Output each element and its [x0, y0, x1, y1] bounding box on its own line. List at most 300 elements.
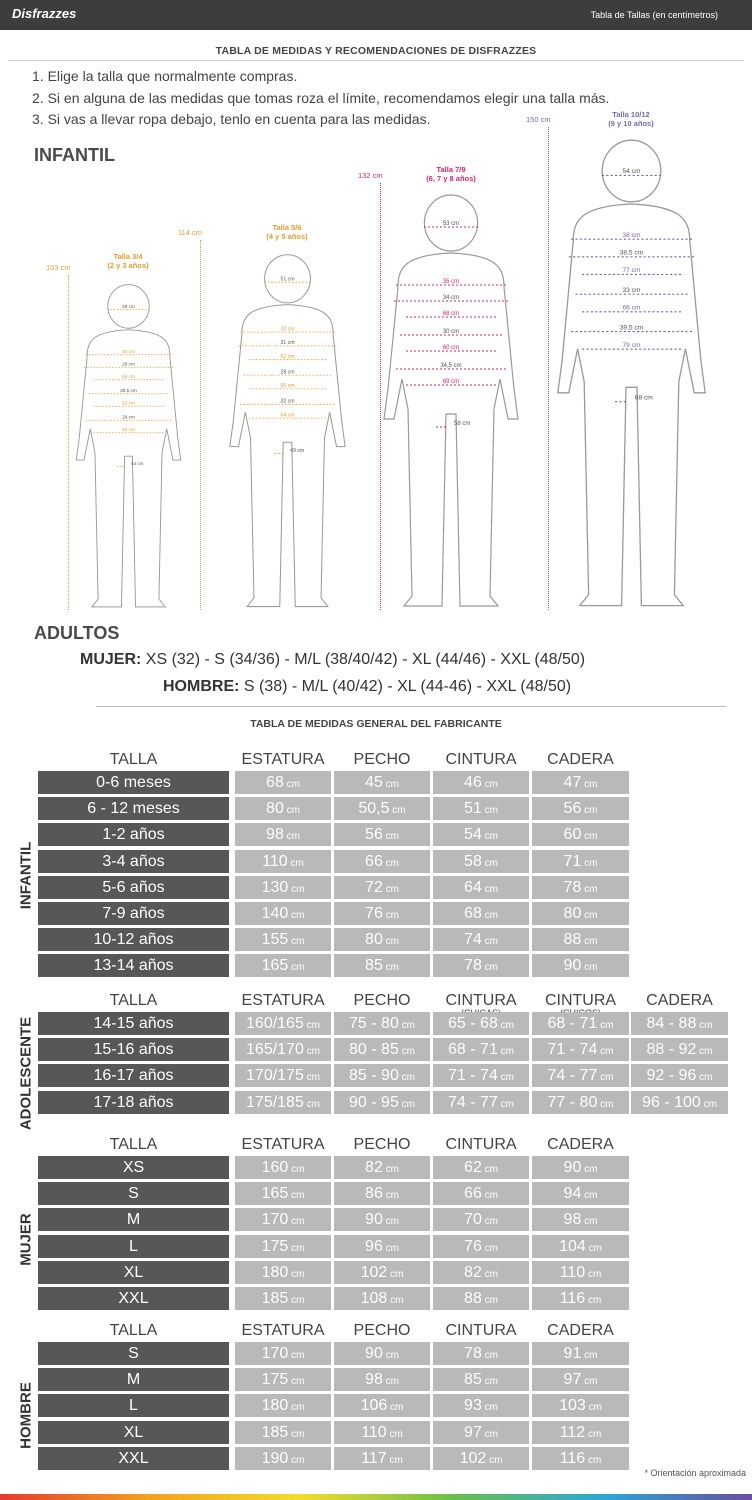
header-subtitle: Tabla de Tallas (en centímetros)	[590, 10, 718, 20]
cell-value: 74 - 77	[448, 1093, 498, 1111]
cell-unit: cm	[481, 857, 498, 869]
footnote: * Orientación aproximada	[644, 1468, 746, 1478]
cell-unit: cm	[585, 1295, 602, 1306]
child-figure-outline	[70, 283, 187, 610]
value-cell	[433, 1261, 529, 1284]
cell-value: 47	[563, 774, 582, 791]
cell-value: 84 - 88	[646, 1015, 697, 1032]
cell-value: XS	[122, 1159, 145, 1176]
value-cell	[433, 850, 529, 873]
value-cell	[334, 823, 430, 846]
cell-unit: cm	[288, 1190, 305, 1202]
header-label: ESTATURA	[241, 1322, 325, 1339]
measure-label: 56 cm	[121, 374, 135, 380]
cell-unit: cm	[581, 910, 598, 921]
hombre-sizes: S (38) - M/L (40/42) - XL (44-46) - XXL (48/50)	[243, 678, 572, 695]
cell-unit: cm	[581, 831, 598, 843]
cell-value: 85	[464, 1371, 482, 1389]
cell-value: 86	[365, 1185, 383, 1203]
cell-unit: cm	[382, 857, 399, 869]
value-cell	[334, 1261, 430, 1284]
value-cell	[532, 797, 629, 820]
child-figure-outline	[549, 138, 714, 610]
cell-value: 78	[464, 1345, 482, 1362]
cell-value: 72	[365, 878, 383, 896]
mujer-label: MUJER:	[80, 651, 142, 668]
cell-value: 54	[464, 826, 482, 844]
cell-unit: cm	[481, 883, 498, 895]
table-header	[433, 1322, 529, 1340]
cell-value: 91	[563, 1345, 582, 1362]
value-cell	[532, 954, 629, 977]
cell-value: 88	[464, 1290, 482, 1307]
cell-value: 13-14 años	[93, 957, 174, 975]
size-cell	[38, 1012, 229, 1035]
header-label: CADERA	[547, 1136, 614, 1153]
recommendation-item: 1. Elige la talla que normalmente compras.	[32, 68, 298, 84]
cell-unit: cm	[481, 1376, 498, 1388]
table-section-label: MUJER	[17, 1213, 35, 1266]
cell-unit: cm	[597, 1020, 614, 1031]
cell-value: 98	[563, 1211, 582, 1229]
value-cell	[235, 1261, 331, 1284]
measure-label: 77 cm	[622, 267, 640, 275]
cell-value: 155	[261, 931, 289, 949]
measure-label: 66 cm	[622, 304, 640, 312]
section-title-adultos: ADULTOS	[34, 623, 120, 643]
child-figure	[223, 253, 352, 610]
cell-unit: cm	[382, 1376, 399, 1388]
value-cell	[433, 1287, 529, 1310]
cell-value: L	[129, 1237, 138, 1255]
cell-value: S	[128, 1185, 139, 1203]
cell-unit: cm	[382, 1216, 399, 1228]
section-title-infantil: INFANTIL	[34, 145, 115, 165]
cell-unit: cm	[382, 1350, 399, 1361]
cell-value: 97	[563, 1371, 582, 1389]
value-cell	[334, 1064, 430, 1087]
measure-label: 32 cm	[279, 398, 295, 405]
cell-unit: cm	[585, 1428, 602, 1440]
header-label: CINTURA	[445, 751, 517, 768]
cell-value: 60	[563, 826, 582, 844]
size-cell	[38, 1064, 229, 1087]
table-header	[235, 1136, 331, 1154]
cell-value: 102	[459, 1449, 487, 1467]
table-section-label: HOMBRE	[17, 1382, 35, 1449]
header-label: TALLA	[109, 1322, 158, 1339]
value-cell	[334, 1038, 430, 1061]
cell-value: 102	[360, 1263, 388, 1281]
measure-label: 30 cm	[442, 329, 460, 335]
measure-label: 58 cm	[121, 427, 135, 433]
cell-unit: cm	[585, 1454, 602, 1466]
cell-unit: cm	[581, 805, 598, 817]
cell-value: 71 - 74	[547, 1041, 598, 1059]
figure-talla: Talla 5/6	[272, 223, 302, 232]
cell-value: 82	[464, 1263, 482, 1281]
size-cell	[38, 1156, 229, 1179]
value-cell	[532, 771, 629, 794]
figure-height-label: 114 cm	[178, 228, 203, 237]
cell-unit: cm	[382, 831, 399, 843]
value-cell	[532, 902, 629, 925]
cell-unit: cm	[386, 1454, 403, 1466]
cell-value: 175	[261, 1237, 289, 1255]
cell-unit: cm	[481, 910, 498, 921]
top-bar	[0, 0, 752, 30]
cell-value: 96 - 100	[642, 1093, 701, 1111]
cell-value: 90	[563, 957, 582, 975]
figure-size-label	[247, 223, 327, 241]
table-header	[38, 1322, 229, 1340]
cell-value: 88 - 92	[646, 1041, 697, 1059]
value-cell	[433, 1394, 529, 1417]
body-outline	[384, 253, 518, 606]
cell-value: 160/165	[246, 1015, 304, 1032]
header-label: CADERA	[646, 992, 713, 1009]
cell-unit: cm	[481, 1216, 498, 1228]
value-cell	[631, 1012, 728, 1035]
cell-unit: cm	[700, 1098, 717, 1110]
height-line	[68, 275, 69, 610]
cell-value: 190	[261, 1449, 289, 1467]
child-figure-outline	[376, 193, 526, 610]
value-cell	[334, 1342, 430, 1365]
value-cell	[532, 1394, 629, 1417]
cell-value: 180	[261, 1397, 289, 1415]
cell-unit: cm	[481, 1268, 498, 1280]
cell-value: 80 - 85	[349, 1041, 399, 1059]
measure-label: 38 cm	[622, 232, 640, 239]
cell-value: 90 - 95	[349, 1093, 399, 1111]
table-section-label: ADOLESCENTE	[17, 1016, 35, 1131]
measure-label: 53 cm	[121, 400, 135, 406]
cell-value: 112	[559, 1423, 586, 1441]
size-cell	[38, 823, 229, 846]
cell-unit: cm	[481, 1242, 498, 1254]
cell-value: 71 - 74	[448, 1067, 498, 1085]
hombre-label: HOMBRE:	[163, 678, 240, 695]
value-cell	[334, 1012, 430, 1035]
cell-value: 16-17 años	[93, 1067, 174, 1085]
cell-value: 185	[261, 1423, 289, 1441]
cell-value: 92 - 96	[646, 1067, 697, 1085]
cell-value: 140	[261, 905, 289, 922]
measure-label: 56 cm	[279, 383, 295, 390]
table-header	[532, 751, 629, 769]
cell-unit: cm	[288, 1164, 305, 1175]
value-cell	[334, 876, 430, 899]
cell-unit: cm	[398, 1098, 415, 1110]
header-label: PECHO	[353, 992, 411, 1009]
cell-value: 175	[261, 1371, 289, 1389]
table-header	[38, 1136, 229, 1154]
figure-age: (2 y 3 años)	[107, 261, 149, 270]
size-cell	[38, 850, 229, 873]
value-cell	[235, 823, 331, 846]
table-header	[334, 1322, 430, 1340]
measure-label: 26,5 cm	[119, 388, 137, 394]
cell-unit: cm	[481, 962, 498, 974]
value-cell	[532, 1091, 629, 1114]
cell-unit: cm	[382, 1164, 399, 1175]
cell-value: 76	[464, 1237, 482, 1255]
cell-unit: cm	[481, 1295, 498, 1306]
cell-value: 78	[464, 957, 482, 975]
cell-unit: cm	[581, 1164, 598, 1175]
measure-label: 64 cm	[279, 412, 295, 419]
value-cell	[532, 823, 629, 846]
cell-unit: cm	[382, 936, 399, 948]
value-cell	[334, 1235, 430, 1258]
table-header	[38, 992, 229, 1010]
table-header	[433, 1136, 529, 1154]
size-cell	[38, 797, 229, 820]
value-cell	[532, 1368, 629, 1391]
value-cell	[334, 1447, 430, 1470]
table-header	[235, 1322, 331, 1340]
value-cell	[235, 1421, 331, 1444]
size-cell	[38, 1235, 229, 1258]
cell-value: 103	[559, 1397, 586, 1415]
cell-value: 77 - 80	[547, 1093, 598, 1111]
cell-unit: cm	[585, 1268, 602, 1280]
cell-unit: cm	[585, 1242, 602, 1254]
figure-height-label: 103 cm	[46, 263, 71, 272]
value-cell	[334, 1287, 430, 1310]
value-cell	[235, 1012, 331, 1035]
value-cell	[433, 1091, 529, 1114]
cell-value: 116	[559, 1290, 586, 1307]
cell-unit: cm	[581, 883, 598, 895]
divider	[8, 60, 744, 61]
value-cell	[334, 902, 430, 925]
measure-label: 28 cm	[279, 369, 295, 376]
cell-value: 66	[365, 852, 383, 870]
cell-unit: cm	[288, 1402, 305, 1414]
measure-label: 60 cm	[442, 345, 460, 351]
value-cell	[532, 1064, 629, 1087]
value-cell	[334, 1368, 430, 1391]
color-strip	[0, 1494, 752, 1500]
measure-label: 69 cm	[442, 379, 460, 385]
recommendations-list	[32, 66, 609, 131]
cell-value: XL	[123, 1423, 144, 1441]
measure-label: 79 cm	[622, 342, 640, 349]
cell-value: 66	[464, 1185, 482, 1203]
value-cell	[433, 797, 529, 820]
table-header	[38, 751, 229, 769]
cell-value: 51	[464, 800, 482, 818]
cell-value: 93	[464, 1397, 482, 1415]
size-cell	[38, 902, 229, 925]
measure-label: 62 cm	[279, 353, 295, 360]
size-cell	[38, 1208, 229, 1231]
size-cell	[38, 771, 229, 794]
header-label: CINTURA	[445, 992, 517, 1009]
recommendation-item: 2. Si en alguna de las medidas que tomas roza el límite, recomendamos elegir una talla más.	[32, 89, 610, 106]
value-cell	[334, 1421, 430, 1444]
cell-value: 14-15 años	[93, 1015, 174, 1032]
header-label: CADERA	[547, 1322, 614, 1339]
cell-unit: cm	[382, 910, 399, 921]
cell-unit: cm	[585, 1402, 602, 1414]
body-outline	[557, 204, 704, 606]
cell-unit: cm	[481, 1164, 498, 1175]
cell-value: 94	[563, 1185, 582, 1203]
cell-unit: cm	[398, 1072, 415, 1084]
cell-value: 117	[361, 1449, 387, 1467]
value-cell	[532, 1156, 629, 1179]
header-label: TALLA	[109, 751, 158, 768]
value-cell	[433, 876, 529, 899]
measure-label: 54 cm	[622, 168, 640, 176]
value-cell	[235, 1368, 331, 1391]
cell-unit: cm	[481, 831, 498, 843]
adult-sizes-hombre	[163, 678, 571, 696]
height-line	[380, 183, 381, 610]
table-header	[235, 751, 331, 769]
value-cell	[334, 1182, 430, 1205]
size-cell	[38, 1261, 229, 1284]
value-cell	[433, 771, 529, 794]
figure-size-label	[591, 110, 671, 128]
figure-age: (4 y 5 años)	[266, 232, 308, 241]
cell-unit: cm	[382, 883, 399, 895]
table-section-label: INFANTIL	[17, 841, 35, 910]
cell-value: 165/170	[246, 1041, 304, 1059]
header-label: CINTURA	[445, 1136, 517, 1153]
cell-value: 110	[262, 852, 288, 870]
cell-value: 106	[360, 1397, 388, 1415]
measure-label: 29 cm	[121, 414, 135, 420]
value-cell	[235, 1287, 331, 1310]
body-outline	[229, 305, 344, 607]
figure-age: (9 y 10 años)	[608, 119, 654, 128]
cell-value: 88	[563, 931, 582, 949]
measure-label: 39,5 cm	[619, 324, 643, 332]
divider	[96, 706, 726, 707]
cell-value: 10-12 años	[93, 931, 174, 949]
cell-unit: cm	[382, 779, 399, 790]
measure-label: 32 cm	[279, 326, 295, 333]
cell-value: 45	[365, 774, 383, 791]
cell-unit: cm	[497, 1098, 514, 1110]
child-figure	[376, 193, 526, 610]
value-cell	[532, 1342, 629, 1365]
cell-unit: cm	[288, 1350, 305, 1361]
value-cell	[235, 1394, 331, 1417]
cell-value: 175/185	[246, 1093, 304, 1111]
value-cell	[235, 1064, 331, 1087]
figure-height-label: 132 cm	[358, 171, 383, 180]
table-header	[334, 751, 430, 769]
cell-unit: cm	[481, 805, 498, 817]
value-cell	[532, 1012, 629, 1035]
measure-label: 31 cm	[279, 340, 295, 347]
value-cell	[235, 1038, 331, 1061]
cell-value: M	[126, 1211, 141, 1229]
value-cell	[433, 954, 529, 977]
cell-value: 75 - 80	[349, 1015, 399, 1032]
cell-value: 180	[261, 1263, 289, 1281]
cell-unit: cm	[287, 857, 304, 869]
size-cell	[38, 1038, 229, 1061]
header-label: PECHO	[353, 1322, 411, 1339]
value-cell	[235, 850, 331, 873]
value-cell	[532, 850, 629, 873]
value-cell	[433, 1447, 529, 1470]
size-cell	[38, 1342, 229, 1365]
table-header	[334, 992, 430, 1010]
cell-value: 170	[261, 1345, 289, 1362]
child-figure	[70, 283, 187, 610]
cell-unit: cm	[303, 1020, 320, 1031]
cell-value: XXL	[118, 1290, 149, 1307]
cell-value: 68 - 71	[448, 1041, 498, 1059]
size-cell	[38, 928, 229, 951]
cell-unit: cm	[597, 1098, 614, 1110]
measure-label: 28 cm	[121, 361, 135, 367]
cell-value: 80	[266, 800, 284, 818]
value-cell	[334, 1091, 430, 1114]
height-line	[548, 127, 549, 610]
cell-value: 185	[261, 1290, 289, 1307]
general-table-title: TABLA DE MEDIDAS GENERAL DEL FABRICANTE	[250, 718, 502, 730]
cell-unit: cm	[597, 1072, 614, 1084]
cell-unit: cm	[497, 1046, 514, 1058]
cell-unit: cm	[303, 1072, 320, 1084]
cell-unit: cm	[288, 1295, 305, 1306]
value-cell	[433, 1038, 529, 1061]
value-cell	[532, 1235, 629, 1258]
value-cell	[532, 1447, 629, 1470]
cell-value: 80	[563, 905, 582, 922]
cell-unit: cm	[497, 1020, 514, 1031]
measure-label: 35 cm	[442, 279, 460, 285]
figure-size-label	[88, 252, 168, 270]
value-cell	[334, 850, 430, 873]
measure-label: 51 cm	[279, 276, 295, 283]
cell-unit: cm	[288, 1216, 305, 1228]
cell-value: L	[129, 1397, 138, 1415]
value-cell	[532, 928, 629, 951]
value-cell	[433, 928, 529, 951]
cell-value: 3-4 años	[102, 852, 165, 870]
header-label: CADERA	[547, 751, 614, 768]
mujer-sizes: XS (32) - S (34/36) - M/L (38/40/42) - XL (44/46) - XXL (48/50)	[145, 651, 586, 668]
value-cell	[532, 1421, 629, 1444]
measure-label: 33 cm	[622, 287, 640, 294]
table-header	[631, 992, 728, 1010]
cell-value: 68	[464, 905, 482, 922]
cell-value: 130	[261, 878, 289, 896]
cell-value: 98	[266, 826, 284, 844]
cell-value: 90	[563, 1159, 582, 1176]
cell-value: M	[126, 1371, 141, 1389]
cell-unit: cm	[382, 1190, 399, 1202]
cell-unit: cm	[581, 1376, 598, 1388]
measure-label: 38,5 cm	[619, 249, 643, 257]
cell-unit: cm	[497, 1072, 514, 1084]
value-cell	[334, 771, 430, 794]
measure-label: 68 cm	[442, 311, 460, 317]
value-cell	[631, 1038, 728, 1061]
cell-value: 68	[266, 774, 284, 791]
value-cell	[235, 1342, 331, 1365]
cell-unit: cm	[386, 1428, 403, 1440]
